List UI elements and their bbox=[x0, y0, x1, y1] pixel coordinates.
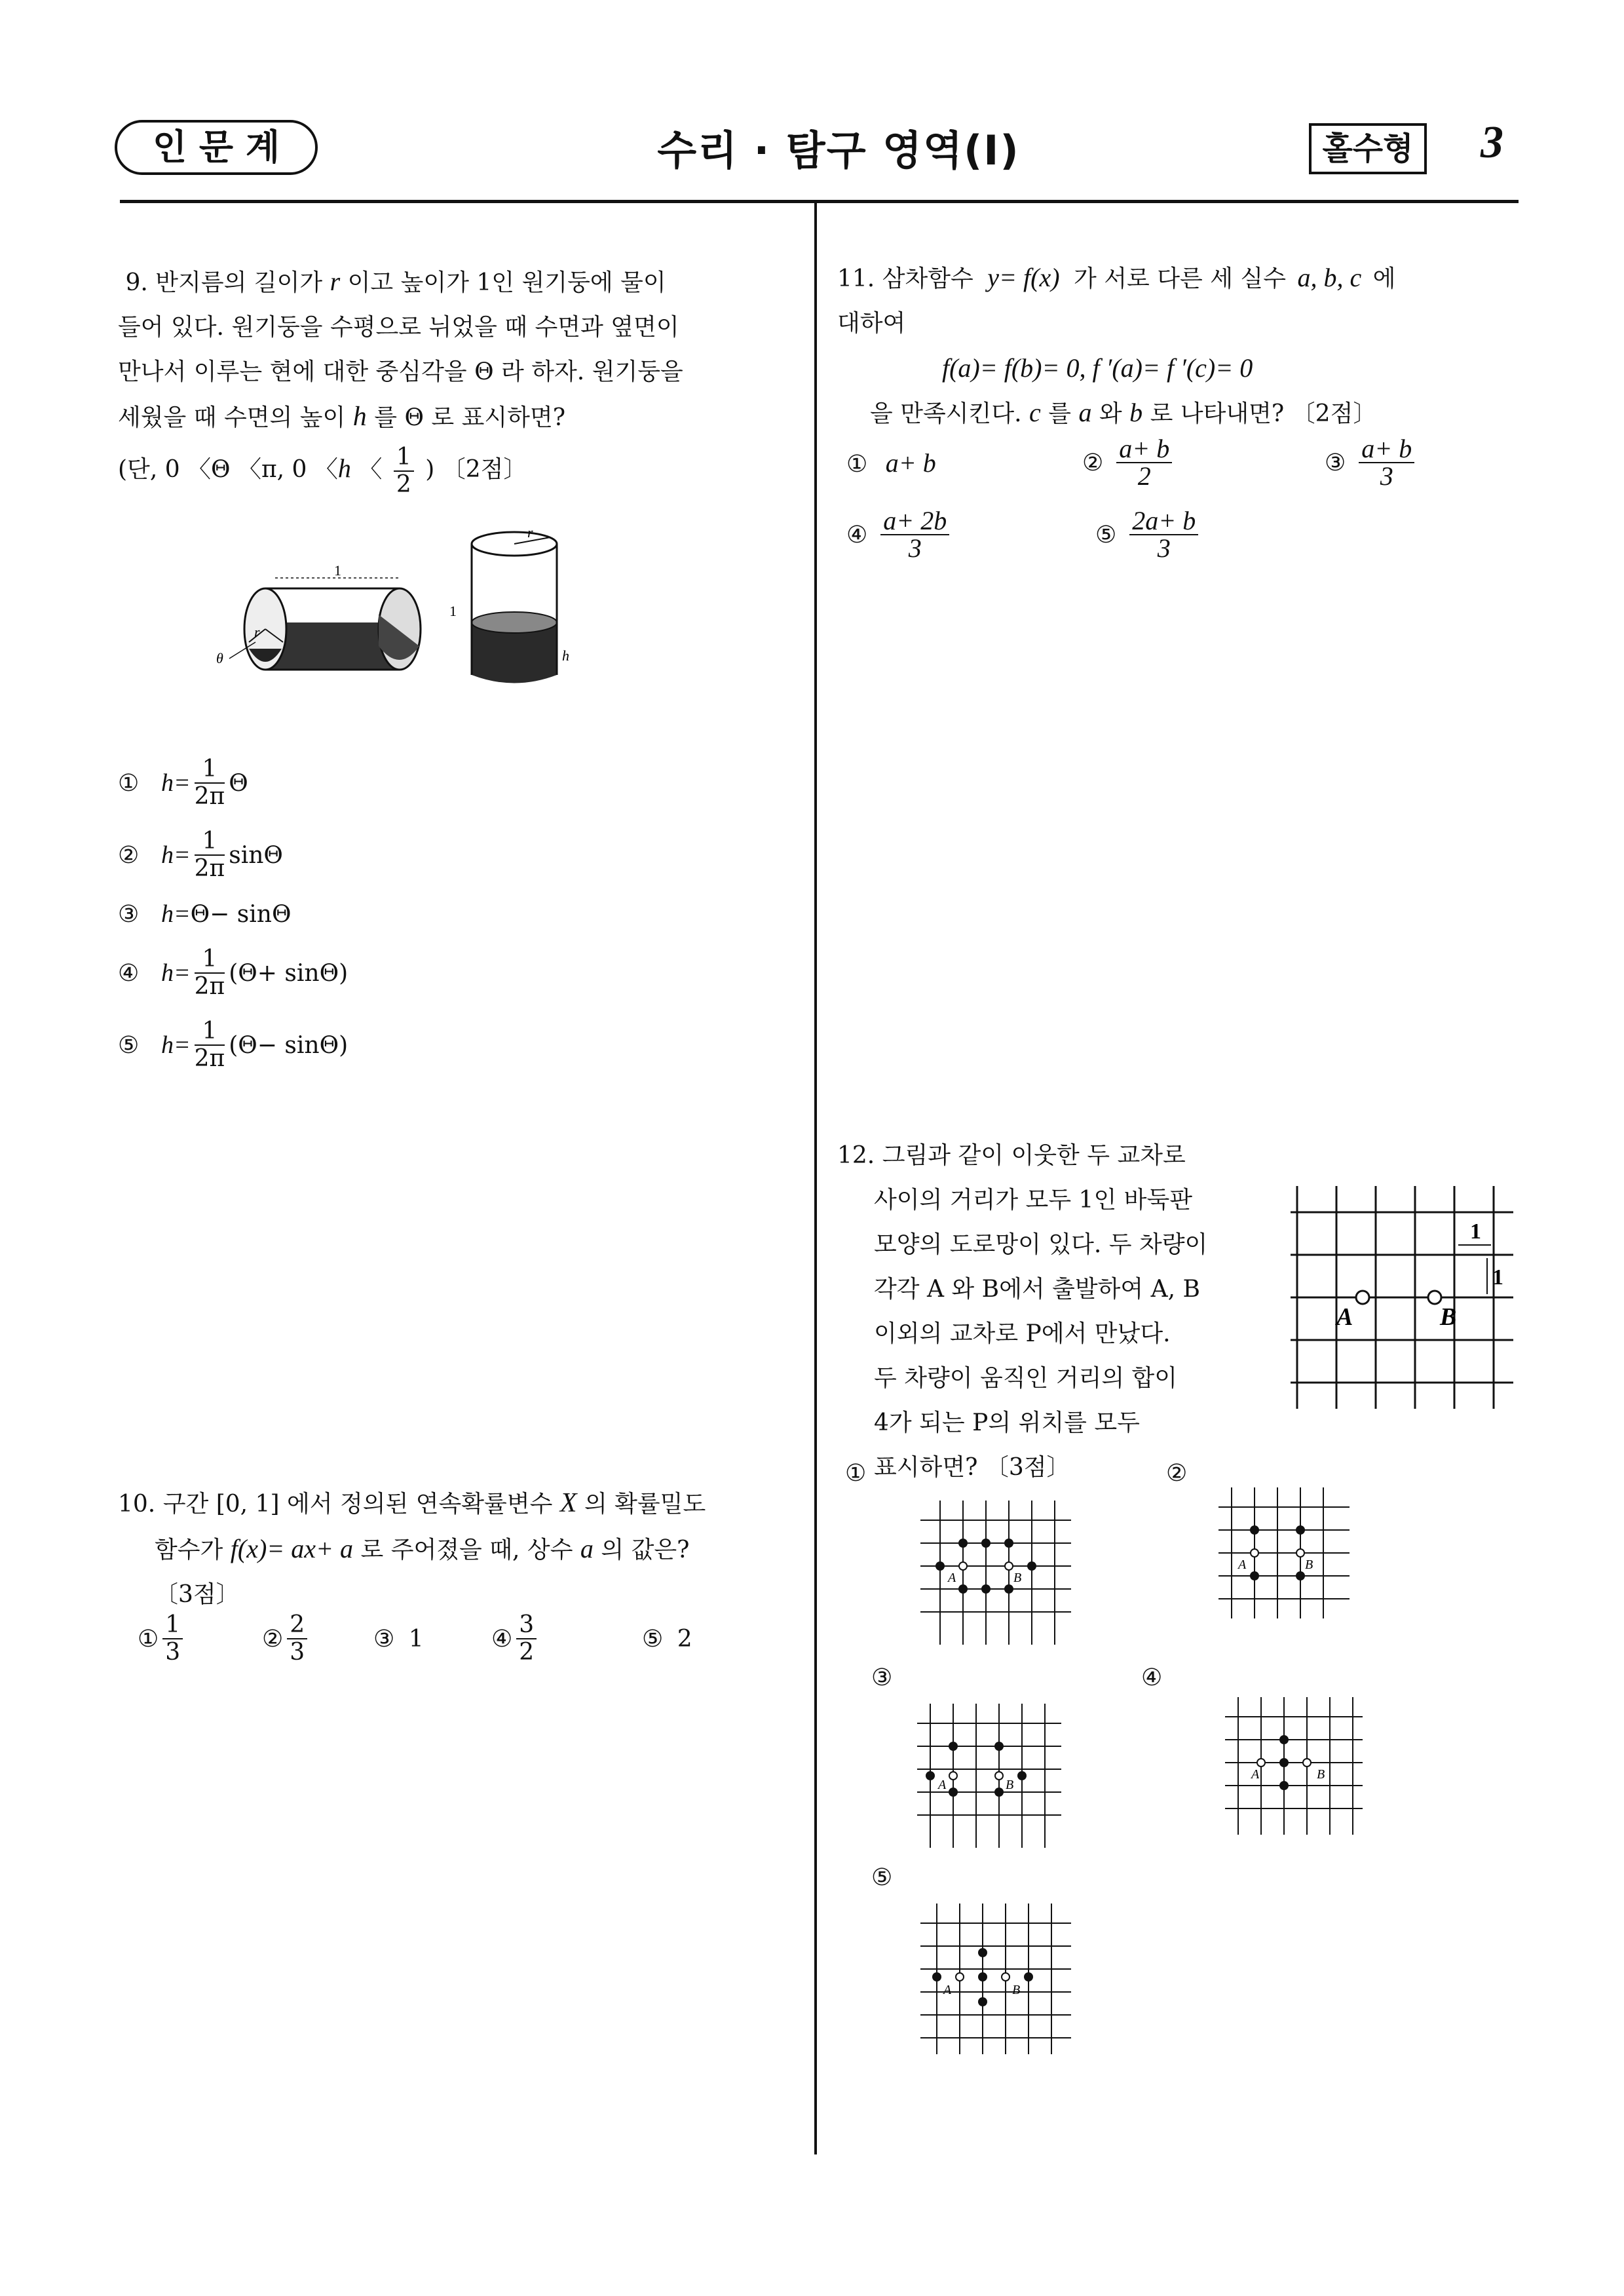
svg-text:B: B bbox=[1013, 1571, 1022, 1585]
q12-option-5[interactable]: ⑤ bbox=[871, 1864, 893, 1891]
fig-radius-label-2: r bbox=[527, 524, 533, 541]
page-number: 3 bbox=[1481, 117, 1503, 168]
q9-var-r: r bbox=[330, 267, 341, 296]
vertical-cylinder bbox=[449, 524, 569, 683]
q12-line-0: 12. 그림과 같이 이웃한 두 교차로 bbox=[837, 1142, 1186, 1169]
q9-cond-fraction: $\frac{1}{2}$ bbox=[394, 444, 414, 498]
q12-number: 12. bbox=[837, 1142, 875, 1169]
question-11 bbox=[837, 256, 1525, 436]
q9-option-5[interactable]: ⑤ h= $\frac{1}{2\pi}$ (Θ− sinΘ) bbox=[118, 1018, 349, 1072]
horizontal-cylinder bbox=[216, 562, 421, 670]
svg-text:A: A bbox=[948, 1571, 956, 1585]
q11-line3: 을 만족시킨다. c 를 a 와 b 로 나타내면? 〔2점〕 bbox=[870, 398, 1377, 427]
q9-line3: 만나서 이루는 현에 대한 중심각을 Θ 라 하자. 원기둥을 bbox=[118, 358, 683, 385]
q10-option-2[interactable]: ② $\frac{2}{3}$ bbox=[262, 1612, 373, 1666]
q12-option-3-grid bbox=[917, 1704, 1061, 1848]
q12-line-6: 4가 되는 P의 위치를 모두 bbox=[874, 1409, 1140, 1436]
q11-option-5[interactable]: ⑤ $\frac{2a+ b}{3}$ bbox=[1095, 508, 1331, 562]
fig-theta-label: θ bbox=[216, 650, 223, 666]
fig-water-height-label: h bbox=[562, 647, 569, 664]
q12-line-5: 두 차량이 움직인 거리의 합이 bbox=[874, 1365, 1178, 1392]
point-b-marker bbox=[1428, 1291, 1441, 1304]
grid-unit-label-horizontal: 1 bbox=[1470, 1219, 1481, 1244]
q12-option-4[interactable]: ④ bbox=[1141, 1664, 1163, 1691]
header-rule bbox=[120, 200, 1519, 203]
q10-points: 〔3점〕 bbox=[155, 1581, 240, 1608]
q12-option-5-grid bbox=[920, 1904, 1071, 2054]
svg-text:A: A bbox=[1251, 1767, 1260, 1782]
q10-option-1[interactable]: ① $\frac{1}{3}$ bbox=[138, 1612, 262, 1666]
q9-cylinder-figure bbox=[203, 518, 583, 701]
q9-number: 9. bbox=[125, 269, 148, 296]
q12-line-4: 이외의 교차로 P에서 만났다. bbox=[874, 1320, 1171, 1347]
column-divider bbox=[814, 202, 817, 2154]
svg-text:B: B bbox=[1012, 1983, 1021, 1997]
q10-line1: 10. 구간 [0, 1] 에서 정의된 연속확률변수 X 의 확률밀도 bbox=[118, 1488, 706, 1518]
q12-option-1-grid bbox=[920, 1501, 1071, 1645]
q10-option-5[interactable]: ⑤ 2 bbox=[642, 1625, 692, 1653]
q9-condition: (단, 0 〈Θ 〈π, 0 〈h 〈 $\frac{1}{2}$ ) 〔2점〕 bbox=[118, 444, 527, 498]
q9-option-4[interactable]: ④ h= $\frac{1}{2\pi}$ (Θ+ sinΘ) bbox=[118, 946, 349, 1000]
grid-label-a: A bbox=[1336, 1303, 1353, 1331]
svg-text:A: A bbox=[938, 1778, 947, 1792]
q9-line4: 세웠을 때 수면의 높이 h 를 Θ 로 표시하면? bbox=[118, 402, 566, 432]
q11-equation: f(a)= f(b)= 0, f ′(a)= f ′(c)= 0 bbox=[942, 353, 1253, 383]
q12-option-4-grid bbox=[1225, 1697, 1363, 1835]
form-type-label: 홀수형 bbox=[1322, 130, 1414, 167]
q12-line-2: 모양의 도로망이 있다. 두 차량이 bbox=[874, 1231, 1208, 1258]
svg-text:B: B bbox=[1317, 1767, 1325, 1782]
track-label: 인 문 계 bbox=[152, 126, 280, 168]
q9-line2: 들어 있다. 원기둥을 수평으로 뉘었을 때 수면과 옆면이 bbox=[118, 314, 679, 341]
q11-option-4[interactable]: ④ $\frac{a+ 2b}{3}$ bbox=[846, 508, 1095, 562]
form-type-badge bbox=[1309, 123, 1427, 174]
q11-option-1[interactable]: ① a+ b bbox=[846, 448, 936, 478]
q12-option-2[interactable]: ② bbox=[1166, 1460, 1188, 1487]
q10-option-4[interactable]: ④ $\frac{3}{2}$ bbox=[491, 1612, 642, 1666]
grid-unit-label-vertical: 1 bbox=[1492, 1265, 1503, 1290]
q9-line1: 9. 반지름의 길이가 r 이고 높이가 1인 원기둥에 물이 bbox=[125, 267, 666, 296]
q10-number: 10. bbox=[118, 1491, 156, 1518]
q12-line-7: 표시하면? 〔3점〕 bbox=[874, 1454, 1070, 1481]
q11-options-row2 bbox=[846, 508, 1501, 562]
q10-option-3[interactable]: ③ 1 bbox=[373, 1625, 424, 1653]
q10-line2: 함수가 f(x)= ax+ a 로 주어졌을 때, 상수 a 의 값은? bbox=[155, 1534, 690, 1563]
q11-line1: 11. 삼차함수 y= f(x) 가 서로 다른 세 실수 a, b, c 에 bbox=[837, 263, 1396, 292]
q9-option-3[interactable]: ③ h= Θ− sinΘ bbox=[118, 900, 292, 928]
svg-text:A: A bbox=[1238, 1558, 1247, 1572]
q10-options bbox=[138, 1612, 760, 1666]
svg-text:B: B bbox=[1305, 1558, 1313, 1572]
q11-line2: 대하여 bbox=[837, 310, 906, 337]
question-9 bbox=[118, 259, 780, 498]
q12-option-2-grid bbox=[1218, 1487, 1350, 1618]
q12-option-3[interactable]: ③ bbox=[871, 1664, 893, 1691]
fig-height-label: 1 bbox=[449, 603, 457, 619]
q11-options-row1 bbox=[846, 436, 1501, 489]
q12-option-1[interactable]: ① bbox=[845, 1460, 867, 1487]
page-title: 수리 · 탐구 영역(Ⅰ) bbox=[657, 126, 1020, 174]
track-badge bbox=[115, 120, 318, 175]
fig-radius-label: r bbox=[254, 624, 260, 640]
q9-options bbox=[118, 747, 708, 1081]
q9-option-2[interactable]: ② h= $\frac{1}{2\pi}$ sinΘ bbox=[118, 828, 283, 882]
question-10 bbox=[118, 1481, 799, 1617]
question-12 bbox=[837, 1134, 1256, 1490]
q9-var-h: h bbox=[352, 402, 367, 432]
q11-number: 11. bbox=[837, 265, 875, 292]
q12-road-grid-figure bbox=[1284, 1179, 1520, 1415]
q9-option-1[interactable]: ① h= $\frac{1}{2\pi}$ Θ bbox=[118, 756, 248, 810]
svg-text:B: B bbox=[1006, 1778, 1014, 1792]
point-a-marker bbox=[1356, 1291, 1369, 1304]
svg-text:A: A bbox=[943, 1983, 952, 1997]
q12-line-1: 사이의 거리가 모두 1인 바둑판 bbox=[874, 1187, 1192, 1214]
q11-option-2[interactable]: ② $\frac{a+ b}{2}$ bbox=[1082, 436, 1325, 489]
grid-label-b: B bbox=[1440, 1303, 1457, 1331]
q11-option-3[interactable]: ③ $\frac{a+ b}{3}$ bbox=[1325, 436, 1495, 489]
fig-length-label: 1 bbox=[334, 562, 341, 579]
q12-line-3: 각각 A 와 B에서 출발하여 A, B bbox=[874, 1276, 1200, 1303]
